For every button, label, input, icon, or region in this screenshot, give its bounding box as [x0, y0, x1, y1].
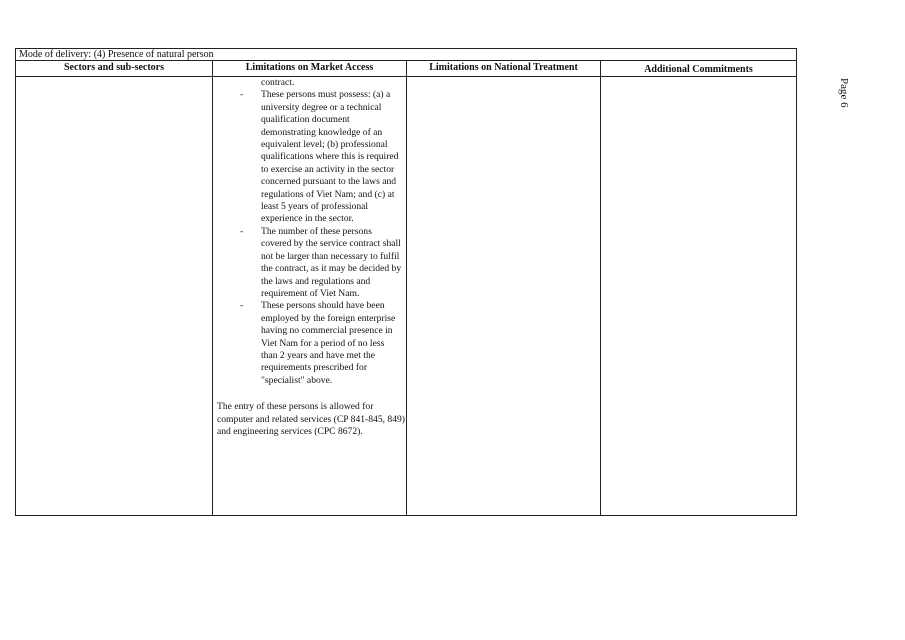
schedule-table [15, 48, 797, 516]
column-divider [600, 61, 601, 515]
bullet-dash: - [240, 89, 244, 101]
column-divider [406, 61, 407, 515]
bullet-text: These persons must possess: (a) a university degree or a technical qualification document demonstrating knowledge of an equivalent level; (b) professional qualifications where this is required to exercise an activity in the sector concerned pursuant to the laws and regulations of Viet Nam; and (c) at least 5 years of professional experience in the sector. [261, 89, 399, 225]
page-number: Page 6 [838, 78, 850, 108]
header-sectors: Sectors and sub-sectors [64, 62, 164, 73]
header-market-access: Limitations on Market Access [245, 62, 374, 73]
header-additional-commitments: Additional Commitments [644, 64, 753, 75]
list-item [213, 89, 403, 225]
header-national-treatment: Limitations on National Treatment [429, 62, 578, 73]
mode-of-delivery: Mode of delivery: (4) Presence of natural person [16, 49, 796, 61]
list-item [213, 300, 403, 387]
market-access-cell [213, 77, 406, 438]
bullet-dash: - [240, 300, 244, 312]
bullet-text: These persons should have been employed by the foreign enterprise having no commercial presence in Viet Nam for a period of no less than 2 years and have met the requirements prescribed for "specialist" above. [261, 300, 396, 386]
bullet-text: The number of these persons covered by the service contract shall not be larger than necessary to fulfil the contract, as it may be decided by the laws and regulations and requirement of Viet Nam. [261, 225, 402, 299]
bullet-dash: - [240, 225, 244, 237]
entry-note: The entry of these persons is allowed for computer and related services (CP 841-845, 849) and engineering services (CPC 8672). [217, 401, 406, 437]
contract-tail: contract. [261, 77, 295, 88]
list-item [213, 226, 403, 300]
